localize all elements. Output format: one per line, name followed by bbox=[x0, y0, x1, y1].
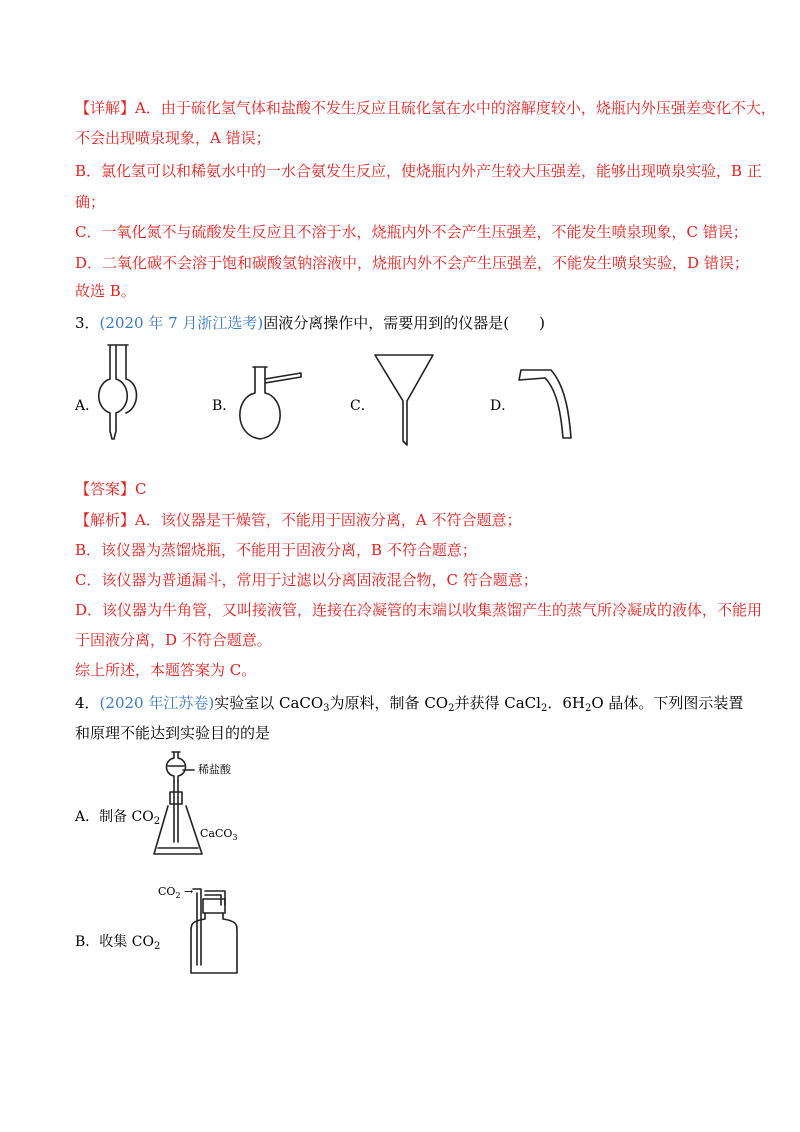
q3-analysis-5: 于固液分离，D 不符合题意。 bbox=[75, 631, 272, 649]
q3-analysis-2: B．该仪器为蒸馏烧瓶，不能用于固液分离，B 不符合题意； bbox=[75, 541, 477, 559]
funnel-icon bbox=[373, 353, 438, 448]
q4-stem: 4．(2020 年江苏卷)实验室以 CaCO$_3$为原料，制备 $CO_2$并获得 CaCl$_2$．$6H_2O$ 晶体。下列图示装置 bbox=[75, 694, 744, 714]
q3-option-d-label: D． bbox=[490, 398, 516, 414]
q4-option-a-label: A．制备 $CO_2$ bbox=[75, 809, 161, 827]
q3-option-c-label: C． bbox=[350, 398, 375, 414]
q3-answer: 【答案】C bbox=[75, 480, 147, 498]
q3-option-a-label: A． bbox=[75, 398, 100, 414]
analysis-tag: 【解析】 bbox=[75, 511, 136, 529]
q3-stem: 3．(2020 年 7 月浙江选考)固液分离操作中，需要用到的仪器是( ) bbox=[75, 314, 545, 332]
adapter-tube-icon bbox=[515, 368, 575, 443]
detail-line-5: C．一氧化氮不与硫酸发生反应且不溶于水，烧瓶内外不会产生压强差，不能发生喷泉现象，C 错误； bbox=[75, 223, 748, 241]
q4-option-b-label: B．收集 $CO_2$ bbox=[75, 934, 161, 952]
q3-summary: 综上所述，本题答案为 C。 bbox=[75, 661, 257, 679]
distilling-flask-icon bbox=[235, 365, 310, 445]
q3-analysis-3: C．该仪器为普通漏斗，常用于过滤以分离固液混合物，C 符合题意； bbox=[75, 571, 538, 589]
q3-analysis-4: D．该仪器为牛角管，又叫接液管，连接在冷凝管的末端以收集蒸馏产生的蒸气所冷凝成的液体，不能用 bbox=[75, 601, 763, 619]
drying-tube-icon bbox=[88, 343, 148, 443]
q3-source: (2020 年 7 月浙江选考) bbox=[99, 314, 264, 332]
q3-analysis-1: 【解析】A．该仪器是干燥管，不能用于固液分离，A 不符合题意； bbox=[75, 511, 522, 529]
gas-collection-bottle-icon bbox=[185, 885, 245, 977]
detail-line-7: 故选 B。 bbox=[75, 282, 136, 300]
q4-stem-line2: 和原理不能达到实验目的的是 bbox=[75, 724, 271, 742]
gas-label-co2: $CO_2$ → bbox=[158, 885, 194, 900]
detail-line-3: B．氯化氢可以和稀氨水中的一水合氨发生反应，使烧瓶内外产生较大压强差，能够出现喷泉实验，B 正 bbox=[75, 162, 762, 180]
detail-tag: 【详解】 bbox=[75, 99, 136, 117]
detail-line-1: 【详解】A．由于硫化氢气体和盐酸不发生反应且硫化氢在水中的溶解度较小，烧瓶内外压强差变化不大， bbox=[75, 99, 776, 117]
detail-line-4: 确； bbox=[75, 193, 106, 211]
q3-option-b-label: B． bbox=[212, 398, 237, 414]
reagent-label-dilute-hcl: 稀盐酸 bbox=[198, 763, 231, 776]
detail-line-6: D．二氧化碳不会溶于饱和碳酸氢钠溶液中，烧瓶内外不会产生压强差，不能发生喷泉实验，D 错误； bbox=[75, 254, 749, 272]
q4-source: (2020 年江苏卷) bbox=[99, 694, 215, 712]
reagent-label-caco3: CaCO$_3$ bbox=[200, 827, 238, 842]
detail-line-2: 不会出现喷泉现象，A 错误； bbox=[75, 129, 271, 147]
